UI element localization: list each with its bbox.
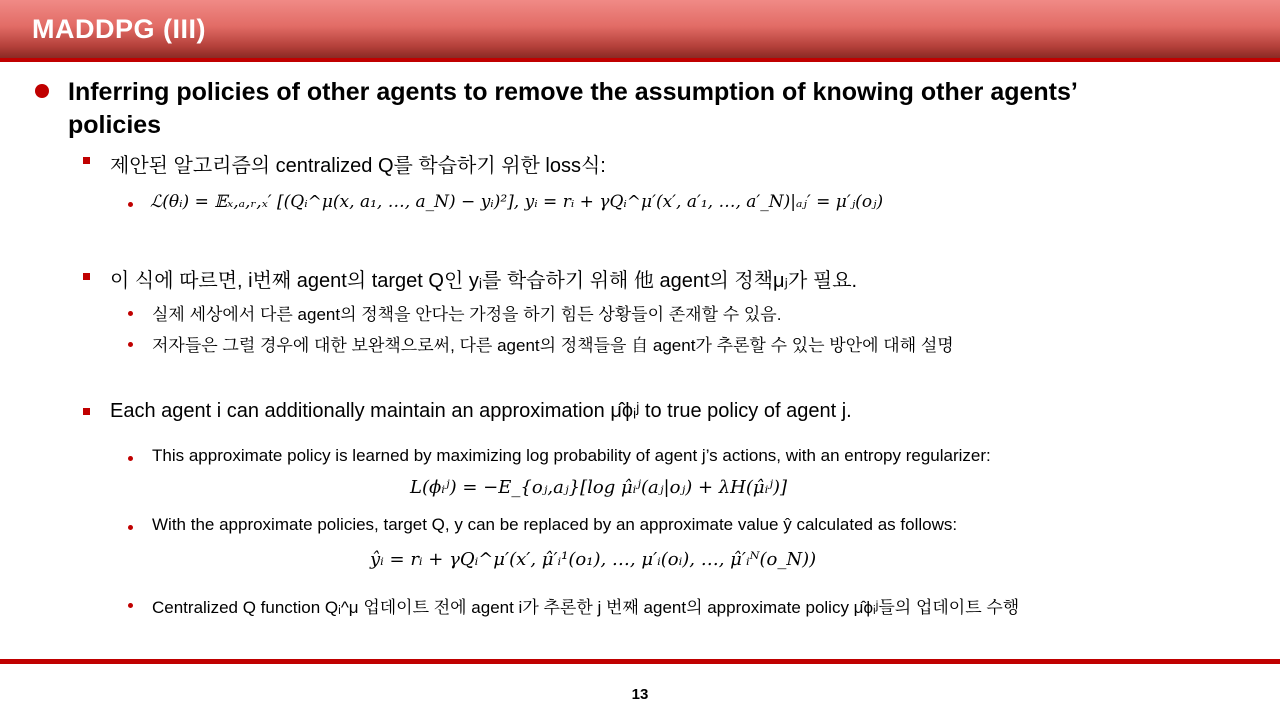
slide-title: MADDPG (III) (32, 14, 206, 44)
sub-bullet-target-q: 이 식에 따르면, i번째 agent의 target Q인 yᵢ를 학습하기 위해 他 agent의 정책μⱼ가 필요. (110, 270, 858, 292)
page-number: 13 (631, 686, 649, 703)
item-centralized-q-update: Centralized Q function Qᵢ^μ 업데이트 전에 agent i가 추론한 j 번째 agent의 approximate policy μ̂ϕᵢʲ들의 업데이트 수행 (152, 598, 1020, 617)
footer-divider (0, 659, 1280, 664)
item-bullet-dot (128, 311, 133, 316)
title-divider (0, 58, 1280, 62)
sub-bullet-marker (83, 273, 90, 280)
sub-bullet-loss-intro: 제안된 알고리즘의 centralized Q를 학습하기 위한 loss식: (110, 155, 606, 177)
item-approx-policy-learning: This approximate policy is learned by maximizing log probability of agent j’s actions, with an entropy regularizer: (152, 446, 991, 465)
sub-bullet-approximation: Each agent i can additionally maintain an approximation μ̂ϕᵢʲ to true policy of agent j. (110, 400, 852, 422)
main-bullet-line2: policies (68, 111, 162, 139)
main-bullet-line1: Inferring policies of other agents to remove the assumption of knowing other agents’ (68, 78, 1078, 106)
item-bullet-dot (128, 202, 133, 207)
approx-target-formula: ŷᵢ = rᵢ + γQᵢ^μ′(x′, μ̂′ᵢ¹(o₁), …, μ′ᵢ(oᵢ), …, μ̂′ᵢᴺ(o_N)) (370, 549, 817, 570)
item-bullet-dot (128, 456, 133, 461)
title-bar (0, 0, 1280, 58)
sub-bullet-marker (83, 408, 90, 415)
item-bullet-dot (128, 342, 133, 347)
item-bullet-dot (128, 603, 133, 608)
sub-bullet-marker (83, 157, 90, 164)
entropy-loss-formula: L(ϕᵢʲ) = −E_{oⱼ,aⱼ}[log μ̂ᵢʲ(aⱼ|oⱼ) + λH(μ̂ᵢʲ)] (410, 477, 787, 498)
item-approx-value: With the approximate policies, target Q, y can be replaced by an approximate value ŷ calculated as follows: (152, 515, 958, 534)
loss-formula: ℒ(θᵢ) = 𝔼ₓ,ₐ,ᵣ,ₓ′ [(Qᵢ^μ(x, a₁, …, a_N) − yᵢ)²], yᵢ = rᵢ + γQᵢ^μ′(x′, a′₁, …, a′_N)|ₐⱼ′ = μ′ⱼ(oⱼ) (150, 192, 884, 212)
main-bullet-dot (35, 84, 49, 98)
item-bullet-dot (128, 525, 133, 530)
item-real-world-assumption: 실제 세상에서 다른 agent의 정책을 안다는 가정을 하기 힘든 상황들이 존재할 수 있음. (152, 305, 782, 324)
item-authors-remedy: 저자들은 그럴 경우에 대한 보완책으로써, 다른 agent의 정책들을 自 agent가 추론할 수 있는 방안에 대해 설명 (152, 336, 954, 355)
